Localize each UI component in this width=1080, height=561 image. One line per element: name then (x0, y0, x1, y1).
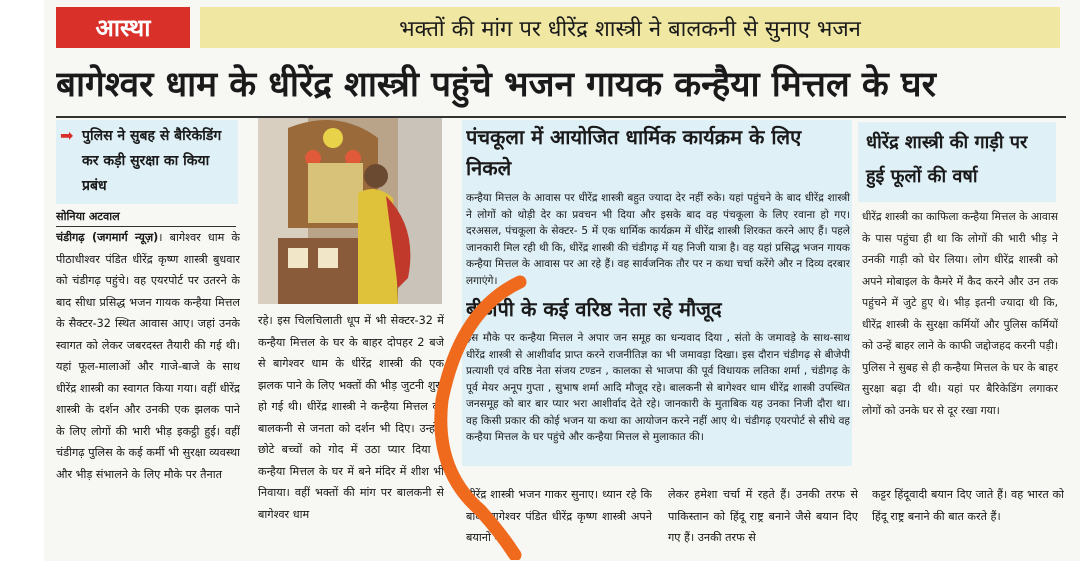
section-label: आस्था (56, 7, 190, 48)
arrow-icon: ➡ (60, 126, 74, 145)
left-callout-text: पुलिस ने सुबह से बैरिकेडिंग कर कड़ी सुरक्षा का किया प्रबंध (82, 128, 222, 194)
right-heading-box (858, 122, 1056, 202)
main-headline: बागेश्वर धाम के धीरेंद्र शास्त्री पहुंचे भजन गायक कन्हैया मित्तल के घर (56, 64, 936, 105)
column-1 (56, 227, 240, 545)
annotation-stroke (420, 270, 540, 560)
middle-heading-1: पंचकूला में आयोजित धार्मिक कार्यक्रम के लिए निकले (466, 125, 802, 180)
right-body: धीरेंद्र शास्त्री का काफिला कन्हैया मित्तल के आवास के पास पहुंचा ही था कि लोगों की भारी भीड़ ने उनकी गाड़ी को घेर लिया। लोग धीरेंद्र शास्त्री को अपने मोबाइल के कैमरे में कैद करने और उन तक पहुंचने में जुटे हुए थे। भीड़ इतनी ज्यादा थी कि, धीरेंद्र शास्त्री के सुरक्षा कर्मियों और पुलिस कर्मियों को उन्हें बाहर लाने के काफी जद्दोजहद करनी पड़ी। पुलिस ने सुबह से ही कन्हैया मित्तल के घर के बाहर सुरक्षा बढ़ा दी थी। यहां पर बैरिकेडिंग लगाकर लोगों को उनके घर से दूर रखा गया। (862, 210, 1058, 417)
bottom-column-5: कट्टर हिंदूवादी बयान दिए जाते हैं। वह भारत को हिंदू राष्ट्र बनाने की बात करते हैं। (872, 488, 1064, 523)
dateline: चंडीगढ़ (जगमार्ग न्यूज़) (56, 231, 159, 244)
middle-body-1: कन्हैया मित्तल के आवास पर धीरेंद्र शास्त्री बहुत ज्यादा देर नहीं रुके। यहां पहुंचने के बाद धीरेंद्र शास्त्री ने लोगों को थोड़ी देर का प्रवचन भी दिया और इसके बाद वह पंचकूला के लिए रवाना हो गए। दरअसल, पंचकूला के सेक्टर- 5 में एक धार्मिक कार्यक्रम में धीरेंद्र शास्त्री शिरकत करने आए हैं। पहले जानकारी मिल रही थी कि, धीरेंद्र शास्त्री की चंडीगढ़ में यह निजी यात्रा है। वह यहां प्रसिद्ध भजन गायक कन्हैया मित्तल के आवास पर आ रहे हैं। वह सार्वजनिक तौर पर न कथा चर्चा करेंगे और न दिव्य दरबार लगाएंगे। (466, 192, 850, 287)
middle-heading-2: बीजेपी के कई वरिष्ठ नेता रहे मौजूद (466, 297, 722, 321)
left-callout-box (56, 120, 238, 204)
right-heading: धीरेंद्र शास्त्री की गाड़ी पर हुई फूलों की वर्षा (866, 132, 1028, 187)
middle-body-2: इस मौके पर कन्हैया मित्तल ने अपार जन समूह का धन्यवाद दिया , संतो के जमावड़े के साथ-साथ धीरेंद्र शास्त्री से आशीर्वाद प्राप्त करने राजनीतिज्ञ का भी जमावड़ा दिखा। इस दौरान चंडीगढ़ से बीजेपी प्रत्याशी एवं वरिष्ठ नेता संजय टण्डन , कालका से भाजपा की पूर्व विधायक लतिका शर्मा , चंडीगढ़ के पूर्व मेयर अनूप गुप्ता , सुभाष शर्मा आदि मौजूद रहे। बालकनी से बागेश्वर धाम धीरेंद्र शास्त्री उपस्थित जनसमूह को बार बार प्यार भरा आशीर्वाद देते रहे। जानकारी के मुताबिक यह उनका निजी दौरा था। वह किसी प्रकार की कोई भजन या कथा का आयोजन करने नहीं आए थे। चंडीगढ़ एयरपोर्ट से सीधे वह कन्हैया मित्तल के घर पहुंचे और कन्हैया मित्तल से मुलाकात की। (466, 332, 850, 443)
column-2-body: रहे। इस चिलचिलाती धूप में भी सेक्टर-32 में कन्हैया मित्तल के घर के बाहर दोपहर 2 बजे से बागेश्वर धाम के धीरेंद्र शास्त्री की एक झलक पाने के लिए भक्तों की भीड़ जुटनी शुरू हो गई थी। धीरेंद्र शास्त्री ने कन्हैया मित्तल की बालकनी से जनता को दर्शन भी दिए। उन्होंने छोटे बच्चों को गोद में उठा प्यार दिया व कन्हैया मित्तल के घर में बने मंदिर में शीश भी निवाया। वहीं भक्तों की मांग पर बालकनी से बागेश्वर धाम (258, 314, 444, 521)
column-1-body: । बागेश्वर धाम के पीठाधीश्वर पंडित धीरेंद्र कृष्ण शास्त्री बुधवार को चंडीगढ़ पहुंचे। वह एयरपोर्ट पर उतरने के बाद सीधा प्रसिद्ध भजन गायक कन्हैया मित्तल के सैक्टर-32 स्थित आवास आए। जहां उनके स्वागत को लेकर जबरदस्त तैयारी की गई थी। यहां फूल-मालाओं और गाजे-बाजे के साथ धीरेंद्र शास्त्री का स्वागत किया गया। वहीं धीरेंद्र शास्त्री के दर्शन और उनकी एक झलक पाने के लिए लोगों की भारी भीड़ इकट्ठी हुई। वहीं चंडीगढ़ पुलिस के कई कर्मी भी सुरक्षा व्यवस्था और भीड़ संभालने के लिए मौके पर तैनात (56, 231, 240, 481)
kicker-strap: भक्तों की मांग पर धीरेंद्र शास्त्री ने बालकनी से सुनाए भजन (200, 7, 1060, 48)
bottom-column-4: लेकर हमेशा चर्चा में रहते हैं। उनकी तरफ से पाकिस्तान को हिंदू राष्ट्र बनाने जैसे बयान दिए गए हैं। उनकी तरफ से (668, 488, 858, 544)
byline: सोनिया अटवाल (56, 206, 236, 227)
headline-rule (56, 116, 1066, 118)
bottom-column-3: धीरेंद्र शास्त्री भजन गाकर सुनाए। ध्यान रहे कि बाबा बागेश्वर पंडित धीरेंद्र कृष्ण शास्त्री अपने बयानों को (466, 488, 652, 544)
photo-dhirendra-shastri (258, 118, 442, 304)
